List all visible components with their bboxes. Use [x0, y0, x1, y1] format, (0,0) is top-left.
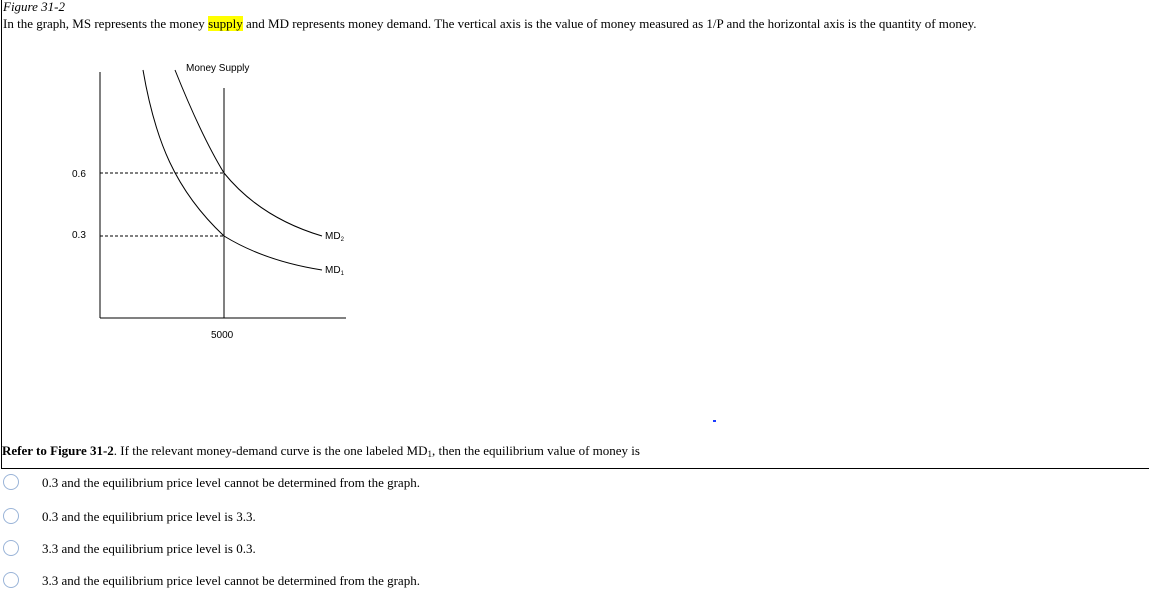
- question-text: [2, 442, 640, 463]
- md1-label: [325, 265, 345, 277]
- caption-text-end: and MD represents money demand. The vertical axis is the value of money measured as 1/P and the horizontal axis is the quantity of money.: [242, 16, 977, 31]
- answer-option-1[interactable]: [0, 471, 700, 497]
- md2-label-main: MD: [325, 231, 341, 242]
- figure-title: Figure 31-2: [3, 0, 65, 14]
- figure-caption: [3, 15, 977, 32]
- radio-button-1[interactable]: [3, 474, 19, 490]
- answer-option-3[interactable]: [0, 537, 700, 563]
- stray-mark: [713, 420, 716, 422]
- md1-label-main: MD: [325, 265, 341, 276]
- answer-option-2[interactable]: [0, 505, 700, 531]
- radio-button-3[interactable]: [3, 540, 19, 556]
- md1-curve: [143, 70, 322, 270]
- radio-button-2[interactable]: [3, 508, 19, 524]
- answer-option-3-label: 3.3 and the equilibrium price level is 0.3.: [42, 541, 256, 556]
- answer-option-2-label: 0.3 and the equilibrium price level is 3.3.: [42, 509, 256, 524]
- x-tick-5000: 5000: [211, 330, 234, 341]
- question-frame-border: [1, 0, 2, 469]
- md2-label: [325, 231, 345, 243]
- money-market-graph: [60, 55, 360, 345]
- answer-option-4[interactable]: [0, 569, 700, 595]
- radio-button-4[interactable]: [3, 572, 19, 588]
- caption-highlight: supply: [208, 16, 243, 31]
- question-subscript: 1: [427, 449, 432, 459]
- question-text-end: , then the equilibrium value of money is: [432, 443, 640, 458]
- question-separator: [1, 468, 1149, 469]
- caption-text-start: In the graph, MS represents the money: [3, 16, 209, 31]
- md1-label-sub: 1: [340, 271, 344, 277]
- y-tick-low: 0.3: [72, 230, 86, 241]
- answer-option-4-label: 3.3 and the equilibrium price level cannot be determined from the graph.: [42, 573, 420, 588]
- question-text-start: . If the relevant money-demand curve is the one labeled MD: [113, 443, 428, 458]
- md2-label-sub: 2: [340, 237, 344, 243]
- money-supply-label: Money Supply: [186, 63, 250, 74]
- y-tick-high: 0.6: [72, 169, 86, 180]
- answer-option-1-label: 0.3 and the equilibrium price level cannot be determined from the graph.: [42, 475, 420, 490]
- md2-curve: [175, 70, 322, 236]
- question-reference: Refer to Figure 31-2: [2, 443, 114, 458]
